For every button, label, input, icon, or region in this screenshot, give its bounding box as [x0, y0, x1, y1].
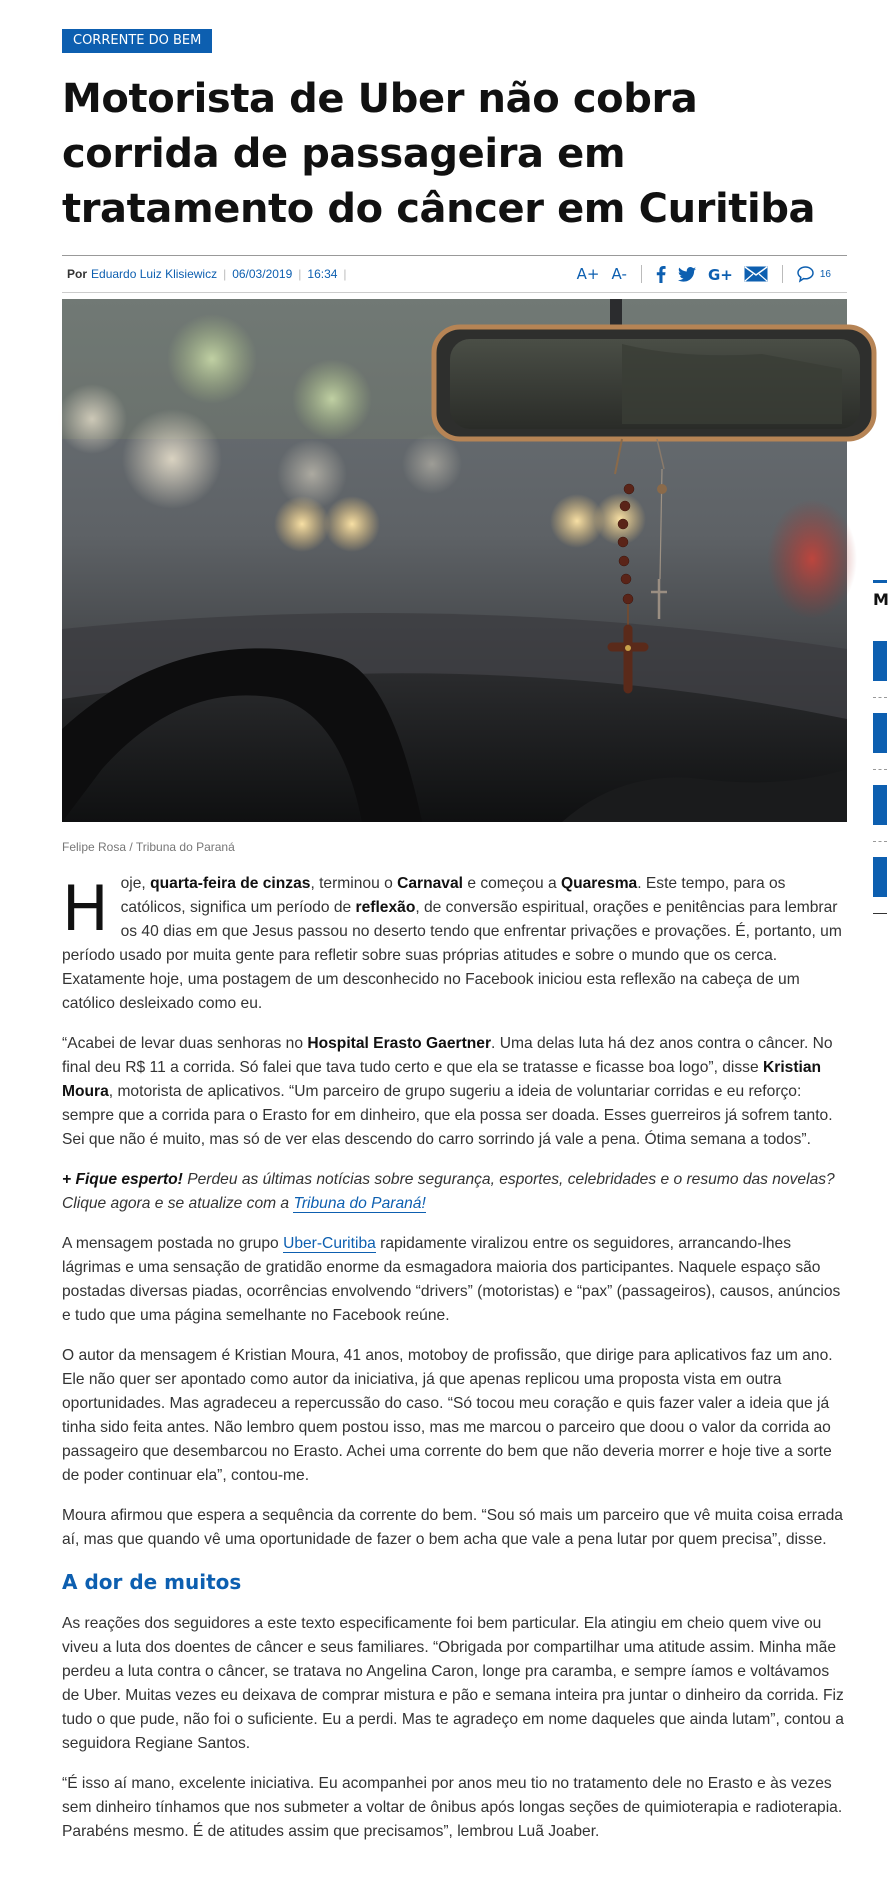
- paragraph-8: “É isso aí mano, excelente iniciativa. Eu acompanhei por anos meu tio no tratamento dele no Erasto e às vezes sem dinheiro tínhamos que nos submeter a voltar de ônibus após longas seções de quimioterapia e radioterapia. Parabéns mesmo. É de atitudes assim que precisamos”, lembrou Luã Joaber.: [62, 1775, 843, 1840]
- paragraph-5: O autor da mensagem é Kristian Moura, 41 anos, motoboy de profissão, que dirige para aplicativos faz um ano. Ele não quer ser apontado como autor da iniciativa, já que apenas replicou uma proposta vista em outra oportunidades. Mas agradeceu a repercussão do caso. “Só tocou meu coração e quis fazer valer a ideia que já tinha sido feita antes. Não lembro quem postou isso, mas me marcou o parceiro que doou o valor da corrida ao passageiro que desembarcou no Erasto. Achei uma corrente do bem que não deveria morrer e hoje tive a sorte de poder continuar ela”, contou-me.: [62, 1347, 833, 1484]
- bold-text: Kristian Moura: [62, 1059, 822, 1100]
- uber-curitiba-link[interactable]: Uber-Curitiba: [283, 1235, 376, 1252]
- article-tools: [571, 265, 847, 283]
- bold-text: Hospital Erasto Gaertner: [307, 1035, 492, 1052]
- photo-caption: Felipe Rosa / Tribuna do Paraná: [62, 840, 235, 854]
- meta-separator: |: [298, 267, 302, 281]
- sidebar-heading: M: [873, 590, 889, 609]
- font-decrease-button[interactable]: A-: [611, 265, 627, 283]
- sidebar-item[interactable]: [873, 857, 887, 897]
- google-plus-icon[interactable]: [708, 267, 732, 282]
- publish-time: 16:34: [307, 267, 338, 281]
- text: A mensagem postada no grupo: [62, 1235, 284, 1252]
- dropcap: H: [62, 872, 109, 945]
- sidebar-bottom-rule: [873, 913, 887, 914]
- comment-count: 16: [819, 268, 831, 280]
- bold-text: Quaresma: [560, 875, 638, 892]
- text: . Uma delas luta há dez anos contra o câncer. No final deu R$ 11 a corrida. Só falei que tava tudo certo e que ela se tratasse e ficasse boa logo”, disse: [62, 1035, 833, 1076]
- article-meta-bar: [62, 255, 847, 293]
- paragraph-7: As reações dos seguidores a este texto especificamente foi bem particular. Ela atingiu em cheio quem vive ou viveu a luta dos doentes de câncer e seus familiares. “Obrigada por compartilhar uma atitude assim. Minha mãe perdeu a luta contra o câncer, se tratava no Angelina Caron, longe pra caramba, e sempre íamos e voltávamos de Uber. Muitas vezes eu deixava de comprar mistura e pão e semana inteira pra juntar o dinheiro da corrida. Fiz tudo o que pude, não foi o suficiente. Eu a perdi. Mas te agradeço em nome daqueles que ainda lutam”, contou a seguidora Regiane Santos.: [62, 1615, 844, 1752]
- twitter-icon[interactable]: [678, 267, 696, 282]
- promo-lead: + Fique esperto!: [62, 1171, 183, 1188]
- sidebar-item[interactable]: [873, 641, 887, 681]
- sidebar-divider: [873, 841, 887, 842]
- section-subheading: A dor de muitos: [62, 1570, 242, 1594]
- bold-text: Carnaval: [397, 875, 463, 892]
- byline-label: Por: [67, 267, 88, 281]
- comment-icon[interactable]: [797, 266, 831, 282]
- article-headline: Motorista de Uber não cobra corrida de passageira em tratamento do câncer em Curitiba: [62, 76, 816, 232]
- email-icon[interactable]: [744, 266, 768, 282]
- text: Perdeu as últimas notícias sobre segurança, esportes, celebridades e o resumo das novelas? Clique agora e se atualize com a: [62, 1171, 835, 1212]
- paragraph-1: [62, 872, 847, 1016]
- bold-text: reflexão: [355, 899, 416, 916]
- bold-text: quarta-feira de cinzas: [150, 875, 311, 892]
- sidebar-divider: [873, 769, 887, 770]
- article-photo: [62, 299, 847, 822]
- article-body: [62, 872, 847, 1860]
- sidebar-item[interactable]: [873, 713, 887, 753]
- paragraph-2: [62, 1032, 847, 1152]
- paragraph-6: Moura afirmou que espera a sequência da corrente do bem. “Sou só mais um parceiro que vê muita coisa errada aí, mas que quando vê uma oportunidade de fazer o bem acha que vale a pena lutar por quem precisa”, disse.: [62, 1507, 843, 1548]
- text: e começou a: [463, 875, 561, 892]
- publish-date: 06/03/2019: [232, 267, 293, 281]
- paragraph-4: [62, 1232, 847, 1328]
- text: , de conversão espiritual, orações e penitências para lembrar os 40 dias em que Jesus passou no deserto tendo que enfrentar privações e provações. É, portanto, um período usado por muita gente para refletir sobre suas próprias atitudes e sobre o mundo que os cerca. Exatamente hoje, uma postagem de um desconhecido no Facebook iniciou esta reflexão na cabeça de um católico desleixado como eu.: [62, 899, 842, 1012]
- tribuna-link[interactable]: Tribuna do Paraná!: [293, 1195, 426, 1212]
- tools-divider: [641, 265, 642, 283]
- text: “Acabei de levar duas senhoras no: [62, 1035, 308, 1052]
- facebook-icon[interactable]: [656, 266, 666, 283]
- sidebar-item[interactable]: [873, 785, 887, 825]
- sidebar-edge: [873, 560, 887, 980]
- sidebar-top-rule: [873, 580, 887, 583]
- meta-separator: |: [223, 267, 227, 281]
- promo-paragraph: [62, 1168, 847, 1216]
- font-increase-button[interactable]: A+: [576, 265, 600, 283]
- text: , motorista de aplicativos. “Um parceiro de grupo sugeriu a ideia de voluntariar corridas e eu reforço: sempre que a corrida para o Erasto for em dinheiro, que ela possa ser doada. Esses guerreiros já sofrem tanto. Sei que não é muito, mas só de ver elas descendo do carro sorrindo já vale a pena. Ótima semana a todos”.: [62, 1083, 833, 1148]
- sidebar-divider: [873, 697, 887, 698]
- category-badge[interactable]: CORRENTE DO BEM: [62, 29, 212, 53]
- text: . Este tempo, para os católicos, significa um período de: [120, 875, 786, 916]
- tools-divider: [782, 265, 783, 283]
- text: , terminou o: [310, 875, 398, 892]
- meta-separator: |: [343, 267, 347, 281]
- text: oje,: [120, 875, 151, 892]
- text: rapidamente viralizou entre os seguidores, arrancando-lhes lágrimas e uma sensação de gratidão enorme da esmagadora maioria dos participantes. Naquele espaço são postadas diversas piadas, ocorrências envolvendo “drivers” (motoristas) e “pax” (passageiros), causos, anúncios e tudo que uma página semelhante no Facebook reúne.: [62, 1235, 841, 1324]
- author-link[interactable]: Eduardo Luiz Klisiewicz: [91, 267, 218, 281]
- byline: [62, 267, 353, 281]
- svg-text:G+: G+: [707, 265, 733, 284]
